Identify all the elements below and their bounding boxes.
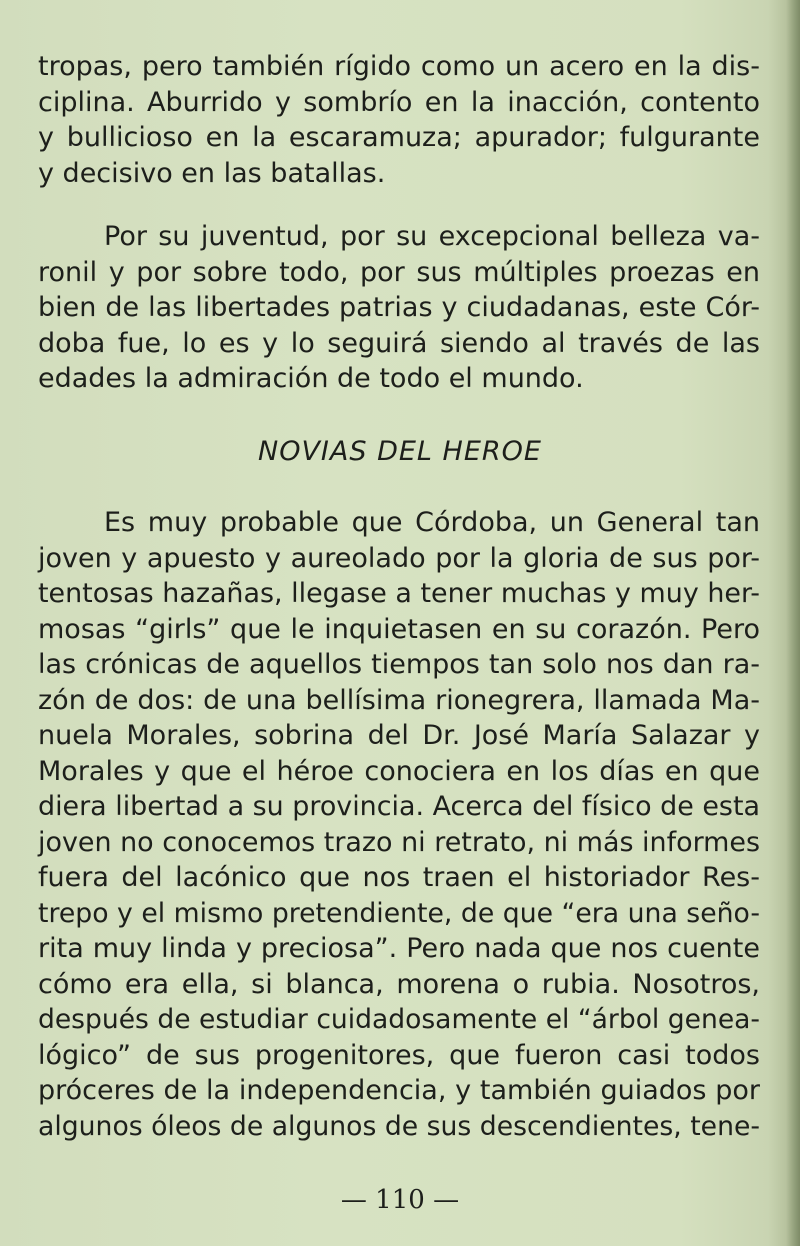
text-line: Por su juventud, por su excepcional belleza va- — [104, 221, 760, 252]
text-line: rita muy linda y preciosa”. Pero nada que nos cuente — [38, 933, 760, 964]
text-line: y decisivo en las batallas. — [38, 157, 386, 189]
paragraph-2 — [38, 219, 760, 397]
text-line: fuera del lacónico que nos traen el historiador Res- — [38, 862, 760, 893]
text-line: bien de las libertades patrias y ciudadanas, este Cór- — [38, 292, 760, 323]
text-line: ciplina. Aburrido y sombrío en la inacción, contento — [38, 86, 760, 118]
paragraph-1 — [38, 49, 760, 191]
page-number: — 110 — — [340, 1185, 460, 1215]
section-heading — [0, 436, 800, 467]
text-line: Morales y que el héroe conociera en los días en que — [38, 755, 760, 787]
text-line: ronil y por sobre todo, por sus múltiples proezas en — [38, 256, 760, 288]
text-line: nuela Morales, sobrina del Dr. José María Salazar y — [38, 720, 760, 751]
paragraph-3 — [38, 505, 760, 1144]
text-line: doba fue, lo es y lo seguirá siendo al través de las — [38, 327, 760, 359]
text-line: joven no conocemos trazo ni retrato, ni más informes — [38, 826, 761, 858]
text-line: Es muy probable que Córdoba, un General tan — [104, 507, 760, 538]
text-line: tropas, pero también rígido como un acero en la dis- — [38, 51, 760, 82]
text-line: diera libertad a su provincia. Acerca del físico de esta — [38, 791, 760, 822]
text-line: trepo y el mismo pretendiente, de que “era una seño- — [38, 897, 760, 929]
page-edge-shadow — [786, 0, 800, 1246]
text-line: lógico” de sus progenitores, que fueron casi todos — [38, 1039, 760, 1071]
text-line: tentosas hazañas, llegase a tener muchas y muy her- — [38, 578, 760, 609]
text-line: y bullicioso en la escaramuza; apurador; fulgurante — [38, 122, 760, 153]
text-line: las crónicas de aquellos tiempos tan solo nos dan ra- — [38, 649, 760, 680]
text-line: próceres de la independencia, y también guiados por — [38, 1075, 760, 1106]
text-line: edades la admiración de todo el mundo. — [38, 363, 584, 394]
text-line: después de estudiar cuidadosamente el “árbol genea- — [38, 1004, 760, 1035]
section-heading-text: NOVIAS DEL HEROE — [258, 436, 542, 467]
text-line: algunos óleos de algunos de sus descendientes, tene- — [38, 1110, 760, 1142]
text-line: mosas “girls” que le inquietasen en su corazón. Pero — [38, 613, 760, 645]
text-line: cómo era ella, si blanca, morena o rubia. Nosotros, — [38, 968, 760, 1000]
text-line: zón de dos: de una bellísima rionegrera, llamada Ma- — [38, 684, 760, 716]
text-line: joven y apuesto y aureolado por la gloria de sus por- — [38, 542, 760, 574]
